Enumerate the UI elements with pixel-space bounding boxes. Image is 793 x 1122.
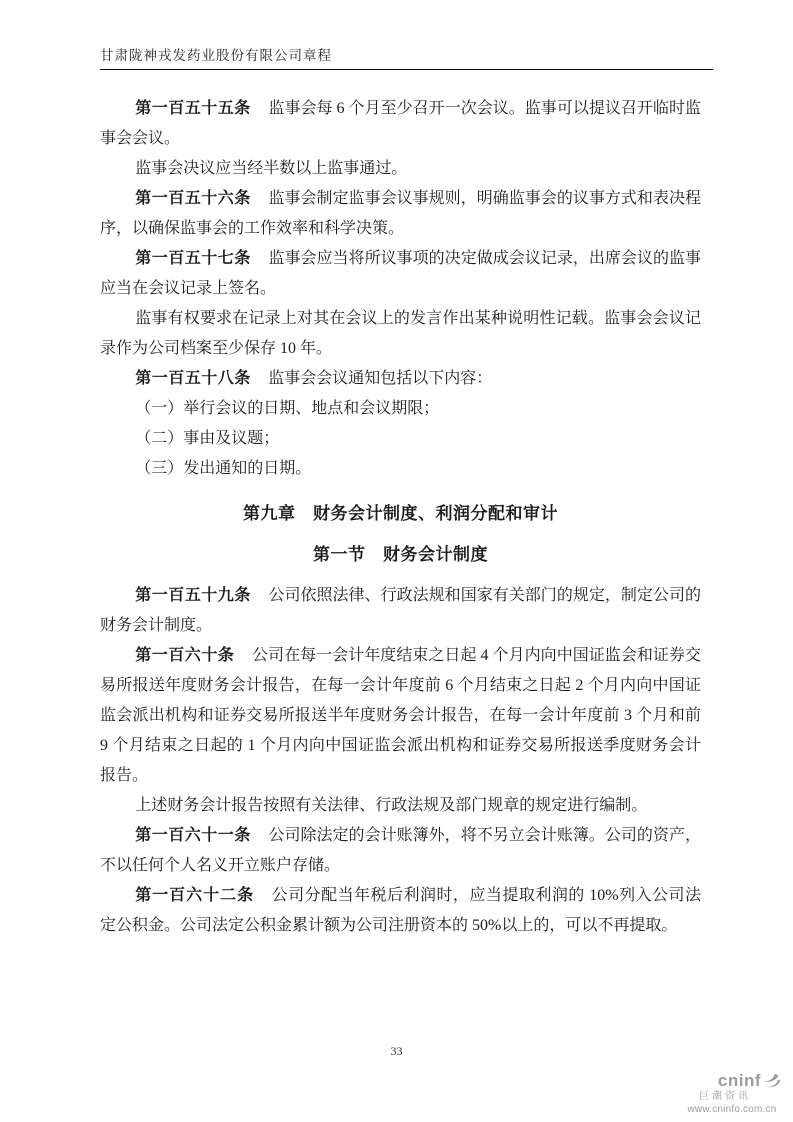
document-title: 甘肃陇神戎发药业股份有限公司章程 bbox=[100, 48, 332, 63]
article-paragraph bbox=[100, 881, 701, 941]
article-text: 公司依照法律、行政法规和国家有关部门的规定，制定公司的财务会计制度。 bbox=[100, 587, 701, 634]
article-paragraph bbox=[100, 641, 701, 791]
cninfo-brand-text: cninf bbox=[717, 1070, 761, 1090]
article-paragraph bbox=[100, 244, 701, 304]
article-paragraph bbox=[100, 94, 701, 154]
article-paragraph bbox=[100, 821, 701, 881]
paragraph-text: 监事会决议应当经半数以上监事通过。 bbox=[135, 160, 408, 177]
list-item-text: （一）举行会议的日期、地点和会议期限； bbox=[135, 400, 440, 417]
article-text: 公司除法定的会计账簿外，将不另立会计账簿。公司的资产，不以任何个人名义开立账户存储。 bbox=[100, 827, 701, 874]
list-item-text: （二）事由及议题； bbox=[135, 430, 280, 447]
body-paragraph bbox=[100, 791, 701, 821]
article-number: 第一百五十七条 bbox=[135, 250, 251, 267]
list-item bbox=[100, 394, 701, 424]
section-heading: 第一节 财务会计制度 bbox=[313, 545, 488, 564]
article-number: 第一百六十二条 bbox=[135, 887, 255, 904]
article-text: 公司分配当年税后利润时，应当提取利润的 10%列入公司法定公积金。公司法定公积金累计额为公司注册资本的 50%以上的，可以不再提取。 bbox=[100, 887, 701, 934]
cninfo-logo bbox=[677, 1071, 787, 1116]
article-number: 第一百五十八条 bbox=[135, 370, 251, 387]
article-text: 监事会制定监事会议事规则，明确监事会的议事方式和表决程序，以确保监事会的工作效率和科学决策。 bbox=[100, 190, 701, 237]
paragraph-text: 监事有权要求在记录上对其在会议上的发言作出某种说明性记载。监事会会议记录作为公司档案至少保存 10 年。 bbox=[100, 310, 701, 357]
list-item-text: （三）发出通知的日期。 bbox=[135, 460, 312, 477]
article-text: 监事会会议通知包括以下内容： bbox=[268, 370, 493, 387]
chapter-heading: 第九章 财务会计制度、利润分配和审计 bbox=[243, 504, 558, 523]
cninfo-url: www.cninfo.com.cn bbox=[687, 1104, 777, 1115]
article-number: 第一百五十五条 bbox=[135, 100, 251, 117]
page-number: 33 bbox=[390, 1044, 403, 1058]
article-number: 第一百六十条 bbox=[135, 647, 235, 664]
article-paragraph bbox=[100, 184, 701, 244]
cninfo-swirl-icon bbox=[762, 1071, 781, 1090]
article-paragraph bbox=[100, 364, 701, 394]
cninfo-chinese-name: 巨潮资讯 bbox=[699, 1091, 751, 1102]
article-number: 第一百五十六条 bbox=[135, 190, 251, 207]
article-paragraph bbox=[100, 581, 701, 641]
article-text: 公司在每一会计年度结束之日起 4 个月内向中国证监会和证券交易所报送年度财务会计报告，在每一会计年度前 6 个月结束之日起 2 个月内向中国证监会派出机构和证券交易所报送半年度财务会计报告，在每一会计年度前 3 个月和前 9 个月结束之日起的 1 个月内向中国证监会派出机构和证券交易所报送季度财务会计报告。 bbox=[100, 647, 701, 784]
article-text: 监事会每 6 个月至少召开一次会议。监事可以提议召开临时监事会会议。 bbox=[100, 100, 701, 147]
body-paragraph bbox=[100, 154, 701, 184]
document-body bbox=[100, 94, 701, 941]
page-header bbox=[100, 44, 713, 70]
body-paragraph bbox=[100, 304, 701, 364]
paragraph-text: 上述财务会计报告按照有关法律、行政法规及部门规章的规定进行编制。 bbox=[135, 797, 648, 814]
list-item bbox=[100, 454, 701, 484]
cninfo-logo-row bbox=[677, 1071, 787, 1091]
list-item bbox=[100, 424, 701, 454]
article-text: 监事会应当将所议事项的决定做成会议记录，出席会议的监事应当在会议记录上签名。 bbox=[100, 250, 701, 297]
article-number: 第一百五十九条 bbox=[135, 587, 251, 604]
article-number: 第一百六十一条 bbox=[135, 827, 251, 844]
